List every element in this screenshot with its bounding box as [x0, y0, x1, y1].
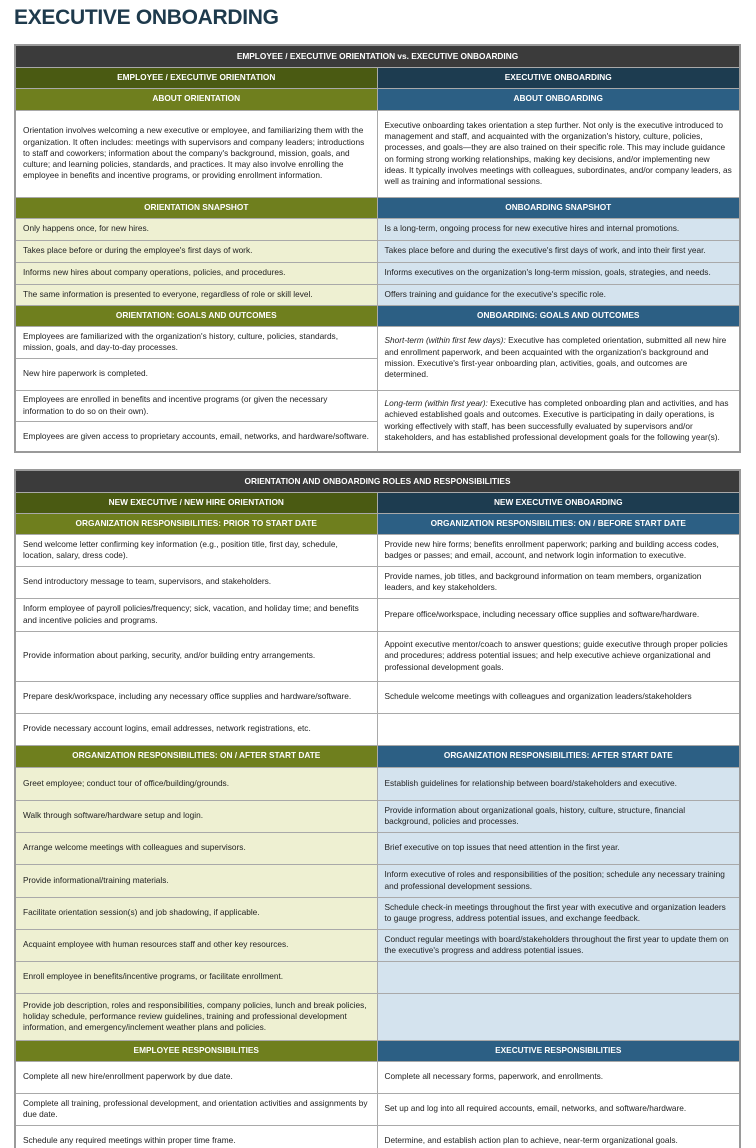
after-row-left: Acquaint employee with human resources staff and other key resources. [15, 929, 377, 961]
section-header-employee-responsibilities: EMPLOYEE RESPONSIBILITIES [15, 1040, 377, 1061]
prior-row-left: Provide information about parking, security, and/or building entry arrangements. [15, 631, 377, 681]
prior-row-right: Prepare office/workspace, including necessary office supplies and software/hardware. [377, 598, 740, 631]
section-header-orientation-goals: ORIENTATION: GOALS AND OUTCOMES [15, 305, 377, 326]
about-onboarding-text: Executive onboarding takes orientation a step further. Not only is the executive introduced to management and staff, and acquainted with the organization's history, culture, policies, processes, and goals—they are also trained on their specific role. This may include guidance on forming strong working relationships, making key decisions, and/or implementing new ideas. It typically involves meetings with colleagues, subordinates, and/or company leaders, as well as training and informational sessions. [377, 110, 740, 197]
section-header-onboarding-snapshot: ONBOARDING SNAPSHOT [377, 197, 740, 218]
short-term-text: Executive has completed orientation, submitted all new hire and enrollment paperwork, and been acquainted with the organization's background and mission. Executive's first-year onboarding plan, activities, goals, and outcomes are determined. [384, 335, 727, 380]
after-row-left: Provide job description, roles and responsibilities, company policies, lunch and break policies, holiday schedule, performance review guidelines, training and professional development information, and emergency/inclement weather plans and policies. [15, 993, 377, 1040]
after-row-left: Greet employee; conduct tour of office/building/grounds. [15, 767, 377, 800]
section-header-on-after-start: ORGANIZATION RESPONSIBILITIES: ON / AFTER START DATE [15, 745, 377, 767]
column-header-onboarding: EXECUTIVE ONBOARDING [377, 67, 740, 88]
section-header-after-start: ORGANIZATION RESPONSIBILITIES: AFTER START DATE [377, 745, 740, 767]
responsibility-row-left: Complete all new hire/enrollment paperwork by due date. [15, 1061, 377, 1093]
snapshot-row-right: Offers training and guidance for the executive's specific role. [377, 284, 740, 305]
after-row-right: Establish guidelines for relationship between board/stakeholders and executive. [377, 767, 740, 800]
section-header-orientation-snapshot: ORIENTATION SNAPSHOT [15, 197, 377, 218]
after-row-right: Schedule check-in meetings throughout the first year with executive and organization leaders to gauge progress, address potential issues, and exchange feedback. [377, 897, 740, 929]
after-row-right-empty [377, 993, 740, 1040]
snapshot-row-left: Only happens once, for new hires. [15, 218, 377, 240]
section-header-about-orientation: ABOUT ORIENTATION [15, 88, 377, 110]
long-term-text: Executive has completed onboarding plan and activities, and has achieved established goals and outcomes. Executive is participating in daily operations, is working effectively with staff, has been successfully evaluated by supervisors and/or stakeholders, and has established professional development goals for the following year(s). [384, 398, 729, 443]
after-row-left: Provide informational/training materials. [15, 864, 377, 897]
snapshot-row-left: Takes place before or during the employee's first days of work. [15, 240, 377, 262]
responsibility-row-right: Determine, and establish action plan to achieve, near-term organizational goals. [377, 1125, 740, 1148]
section-header-on-before-start: ORGANIZATION RESPONSIBILITIES: ON / BEFORE START DATE [377, 513, 740, 534]
after-row-right-empty [377, 961, 740, 993]
responsibility-row-left: Complete all training, professional development, and orientation activities and assignments by due date. [15, 1093, 377, 1125]
table-header: ORIENTATION AND ONBOARDING ROLES AND RESPONSIBILITIES [15, 470, 740, 492]
prior-row-left: Provide necessary account logins, email addresses, network registrations, etc. [15, 713, 377, 745]
responsibility-row-right: Set up and log into all required accounts, email, networks, and software/hardware. [377, 1093, 740, 1125]
column-header-orientation: EMPLOYEE / EXECUTIVE ORIENTATION [15, 67, 377, 88]
after-row-right: Brief executive on top issues that need attention in the first year. [377, 832, 740, 864]
prior-row-left: Prepare desk/workspace, including any necessary office supplies and hardware/software. [15, 681, 377, 713]
after-row-left: Arrange welcome meetings with colleagues and supervisors. [15, 832, 377, 864]
snapshot-row-left: Informs new hires about company operations, policies, and procedures. [15, 262, 377, 284]
prior-row-right: Appoint executive mentor/coach to answer questions; guide executive through proper policies and procedures; address potential issues; and help executive achieve organizational and professional development goals. [377, 631, 740, 681]
orientation-goal-row: New hire paperwork is completed. [15, 358, 377, 390]
after-row-left: Enroll employee in benefits/incentive programs, or facilitate enrollment. [15, 961, 377, 993]
after-row-right: Conduct regular meetings with board/stakeholders throughout the first year to update them on the executive's progress and address potential issues. [377, 929, 740, 961]
section-header-about-onboarding: ABOUT ONBOARDING [377, 88, 740, 110]
after-row-left: Walk through software/hardware setup and login. [15, 800, 377, 832]
snapshot-row-left: The same information is presented to everyone, regardless of role or skill level. [15, 284, 377, 305]
section-header-executive-responsibilities: EXECUTIVE RESPONSIBILITIES [377, 1040, 740, 1061]
responsibility-row-right: Complete all necessary forms, paperwork, and enrollments. [377, 1061, 740, 1093]
snapshot-row-right: Informs executives on the organization's long-term mission, goals, strategies, and needs. [377, 262, 740, 284]
prior-row-right-empty [377, 713, 740, 745]
snapshot-row-right: Takes place before and during the executive's first days of work, and into their first year. [377, 240, 740, 262]
snapshot-row-right: Is a long-term, ongoing process for new executive hires and internal promotions. [377, 218, 740, 240]
column-header-new-hire-orientation: NEW EXECUTIVE / NEW HIRE ORIENTATION [15, 492, 377, 513]
prior-row-left: Send introductory message to team, supervisors, and stakeholders. [15, 566, 377, 598]
prior-row-right: Schedule welcome meetings with colleagues and organization leaders/stakeholders [377, 681, 740, 713]
after-row-left: Facilitate orientation session(s) and job shadowing, if applicable. [15, 897, 377, 929]
section-header-onboarding-goals: ONBOARDING: GOALS AND OUTCOMES [377, 305, 740, 326]
prior-row-left: Send welcome letter confirming key information (e.g., position title, first day, schedule, location, salary, dress code). [15, 534, 377, 566]
table-header: EMPLOYEE / EXECUTIVE ORIENTATION vs. EXECUTIVE ONBOARDING [15, 45, 740, 67]
page-title: EXECUTIVE ONBOARDING [14, 6, 279, 29]
section-header-prior-start: ORGANIZATION RESPONSIBILITIES: PRIOR TO START DATE [15, 513, 377, 534]
after-row-right: Provide information about organizational goals, history, culture, structure, financial background, policies and processes. [377, 800, 740, 832]
about-orientation-text: Orientation involves welcoming a new executive or employee, and familiarizing them with the organization. It often includes: meetings with supervisors and company leaders; introductions to staff and coworkers; information about the company's background, mission, goals, and culture; and learning policies, standards, and practices. It may also involve enrolling the employee in benefits and incentive programs, or providing enrollment information. [15, 110, 377, 197]
onboarding-goal-short-term [377, 326, 740, 390]
prior-row-right: Provide new hire forms; benefits enrollment paperwork; parking and building access codes, badges or passes; and email, account, and network login information to executive. [377, 534, 740, 566]
orientation-vs-onboarding-table [14, 44, 741, 453]
prior-row-left: Inform employee of payroll policies/frequency; sick, vacation, and holiday time; and benefits and incentive policies and programs. [15, 598, 377, 631]
onboarding-goal-long-term [377, 390, 740, 452]
long-term-label: Long-term (within first year): [384, 398, 488, 409]
orientation-goal-row: Employees are familiarized with the organization's history, culture, policies, standards, mission, goals, and day-to-day processes. [15, 326, 377, 358]
prior-row-right: Provide names, job titles, and background information on team members, organization leaders, and key stakeholders. [377, 566, 740, 598]
after-row-right: Inform executive of roles and responsibilities of the position; schedule any necessary training and professional development sessions. [377, 864, 740, 897]
roles-and-responsibilities-table [14, 469, 741, 1148]
short-term-label: Short-term (within first few days): [384, 335, 506, 346]
orientation-goal-row: Employees are enrolled in benefits and incentive programs (or given the necessary information to do so on their own). [15, 390, 377, 421]
column-header-new-executive-onboarding: NEW EXECUTIVE ONBOARDING [377, 492, 740, 513]
responsibility-row-left: Schedule any required meetings within proper time frame. [15, 1125, 377, 1148]
orientation-goal-row: Employees are given access to proprietary accounts, email, networks, and hardware/software. [15, 421, 377, 452]
